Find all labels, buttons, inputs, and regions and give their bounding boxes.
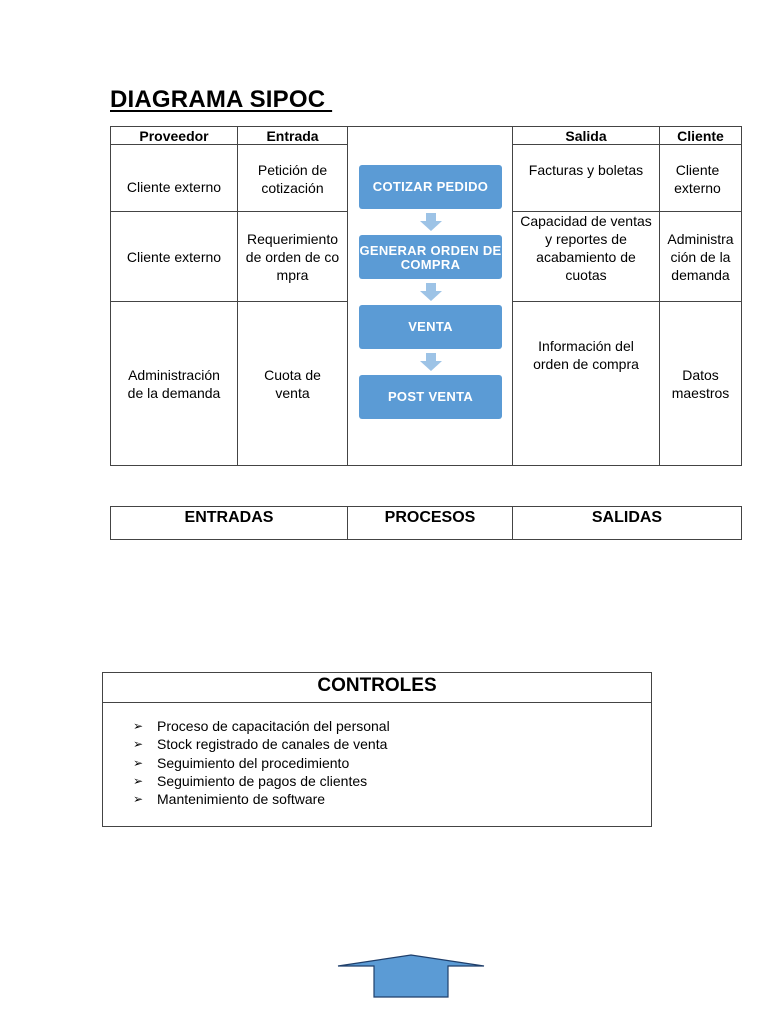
summary-salidas: SALIDAS [591, 509, 663, 526]
summary-procesos: PROCESOS [348, 507, 513, 539]
arrowhead-bullet-icon: ➢ [133, 755, 144, 770]
header-salida: Salida [513, 127, 660, 145]
list-item: ➢ Stock registrado de canales de venta [133, 736, 388, 753]
header-proveedor: Proveedor [111, 127, 238, 145]
process-venta: VENTA [359, 305, 502, 349]
header-cliente: Cliente [660, 127, 741, 145]
row3-entrada: Cuota de venta [238, 302, 348, 465]
row1-cliente: Cliente externo [660, 145, 741, 212]
list-item: ➢ Proceso de capacitación del personal [133, 718, 390, 734]
row3-salida: Información del orden de compra [513, 302, 660, 465]
arrowhead-bullet-icon: ➢ [133, 792, 144, 807]
process-column [348, 127, 513, 465]
row3-cliente: Datos maestros [671, 366, 730, 401]
controls-box [102, 672, 652, 827]
arrowhead-bullet-icon: ➢ [133, 773, 144, 788]
row1-entrada: Petición de cotización [238, 145, 348, 212]
summary-bar [110, 506, 742, 540]
row1-salida: Facturas y boletas [513, 145, 660, 212]
header-entrada: Entrada [238, 127, 348, 145]
arrowhead-bullet-icon: ➢ [133, 719, 144, 733]
controls-title: CONTROLES [103, 673, 651, 703]
process-post-venta: POST VENTA [359, 375, 502, 419]
process-generar-orden: GENERAR ORDEN DE COMPRA [359, 235, 502, 279]
row2-entrada: Requerimiento de orden de compra [238, 212, 348, 302]
list-item: ➢ Mantenimiento de software [133, 791, 326, 808]
sipoc-table [110, 126, 742, 466]
down-arrow-icon [420, 213, 442, 231]
down-arrow-icon [420, 353, 442, 371]
down-arrow-icon [420, 283, 442, 301]
controls-list [103, 703, 651, 808]
up-arrow-icon [336, 954, 486, 998]
row2-proveedor: Cliente externo [111, 212, 238, 302]
list-item: ➢ Seguimiento de pagos de clientes [133, 772, 368, 789]
row3-proveedor: Administración de la demanda [111, 302, 238, 465]
row2-salida: Capacidad de ventas y reportes de acabamiento de cuotas [513, 212, 660, 302]
list-item: ➢ Seguimiento del procedimiento [133, 754, 350, 771]
summary-entradas: ENTRADAS [111, 507, 348, 539]
arrowhead-bullet-icon: ➢ [133, 737, 144, 752]
process-cotizar-pedido: COTIZAR PEDIDO [359, 165, 502, 209]
row1-proveedor: Cliente externo [111, 145, 238, 212]
row2-cliente: Administración de la demanda [660, 212, 741, 302]
page-title: DIAGRAMA SIPOC [110, 86, 333, 113]
